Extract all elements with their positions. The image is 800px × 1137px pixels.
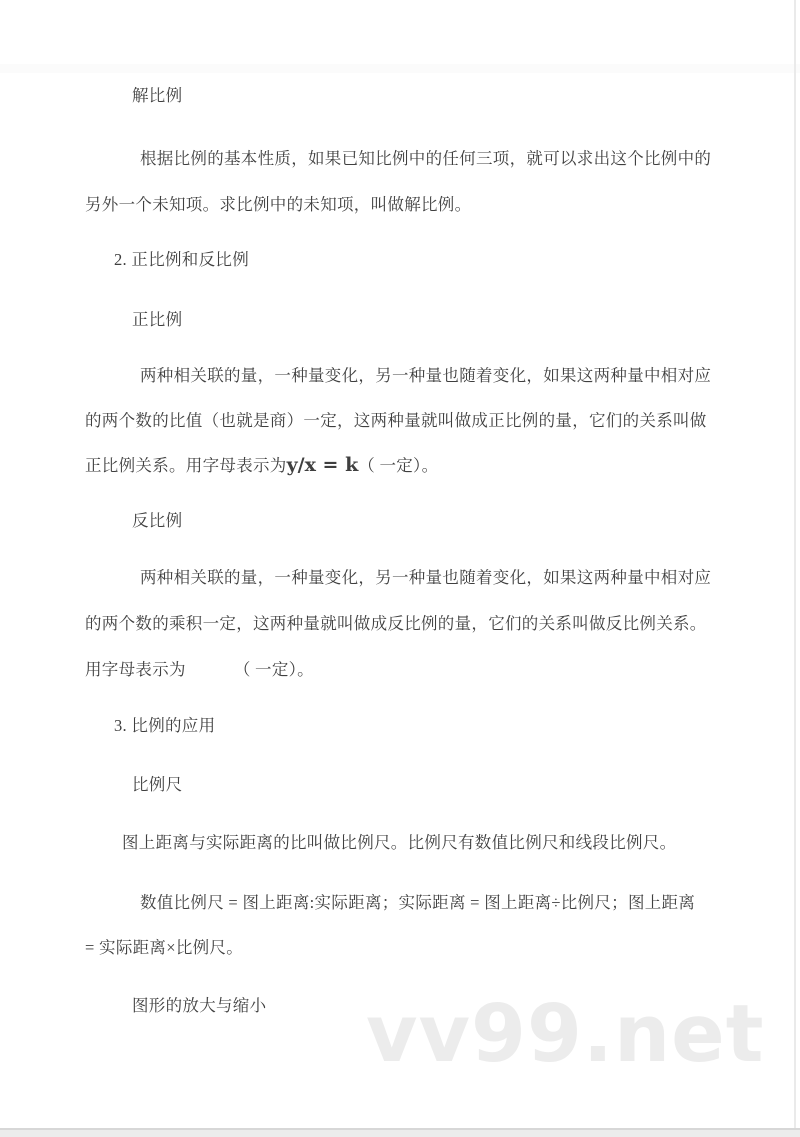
- paragraph-line: 另外一个未知项。求比例中的未知项，叫做解比例。: [85, 195, 472, 214]
- formula-lead-text: 正比例关系。用字母表示为: [85, 456, 287, 475]
- paragraph-inverse-proportion: [85, 555, 730, 693]
- paragraph-solve-proportion: [85, 136, 730, 228]
- page-top-shade: [0, 64, 800, 73]
- paragraph-line: 两种相关联的量，一种量变化，另一种量也随着变化，如果这两种量中相对应: [140, 366, 712, 385]
- formula-trail-text: （ 一定）。: [358, 456, 439, 475]
- paragraph-line: 的两个数的乘积一定，这两种量就叫做成反比例的量，它们的关系叫做反比例关系。: [85, 614, 707, 633]
- paragraph-scale-formulas: [85, 880, 730, 970]
- paragraph-line: = 实际距离×比例尺。: [85, 938, 244, 957]
- page-bottom-gap-bar: [0, 1130, 800, 1137]
- formula-lead-text: 用字母表示为: [85, 660, 186, 679]
- heading-figure-enlarge-shrink: 图形的放大与缩小: [132, 996, 267, 1015]
- heading-direct-inverse-proportion: 2. 正比例和反比例: [114, 250, 249, 269]
- watermark: vv99.net: [366, 988, 765, 1080]
- heading-direct-proportion: 正比例: [132, 310, 183, 329]
- heading-proportion-application: 3. 比例的应用: [114, 716, 216, 735]
- paragraph-line: 两种相关联的量，一种量变化，另一种量也随着变化，如果这两种量中相对应: [140, 568, 712, 587]
- paragraph-line: [85, 443, 730, 488]
- paragraph-line: [85, 647, 730, 693]
- direct-proportion-formula: y/x = k: [286, 454, 359, 476]
- page-right-edge-line: [794, 0, 796, 1128]
- paragraph-line: 的两个数的比值（也就是商）一定，这两种量就叫做成正比例的量，它们的关系叫做: [85, 411, 707, 430]
- paragraph-line: 根据比例的基本性质，如果已知比例中的任何三项，就可以求出这个比例中的: [140, 149, 712, 168]
- paragraph-line: 图上距离与实际距离的比叫做比例尺。比例尺有数值比例尺和线段比例尺。: [122, 833, 677, 852]
- heading-solve-proportion: 解比例: [132, 86, 183, 105]
- paragraph-scale-definition: [85, 820, 730, 866]
- paragraph-line: 数值比例尺 = 图上距离:实际距离；实际距离 = 图上距离÷比例尺；图上距离: [140, 893, 696, 912]
- formula-trail-text: （ 一定）。: [233, 660, 314, 679]
- heading-scale: 比例尺: [132, 775, 183, 794]
- heading-inverse-proportion: 反比例: [132, 511, 183, 530]
- paragraph-direct-proportion: [85, 353, 730, 488]
